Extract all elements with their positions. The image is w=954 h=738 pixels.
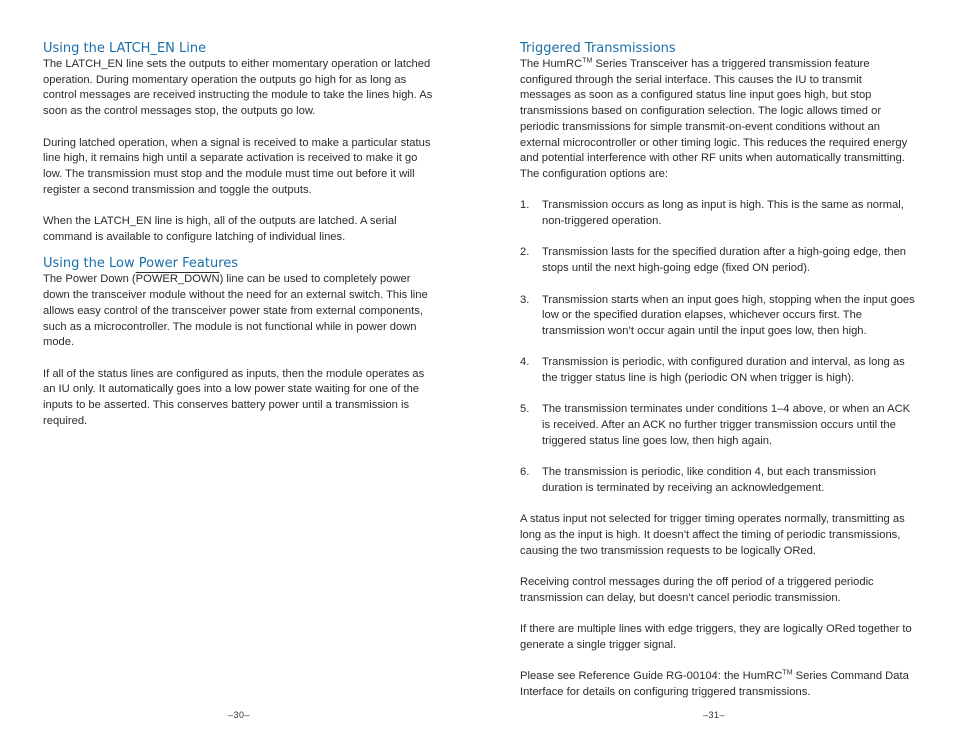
status-input-paragraph: A status input not selected for trigger timing operates normally, transmitting as long as the input is high. It doesn’t affect the timing of periodic transmissions, causing the two transmission requests to be logically ORed. [520, 513, 905, 557]
option-item: 4. Transmission is periodic, with configured duration and interval, as long as the trigger status line is high (periodic ON when trigger is high). [520, 356, 905, 384]
option-item: 5. The transmission terminates under conditions 1–4 above, or when an ACK is received. After an ACK no further trigger transmission occurs until the triggered status line goes low, then high again. [520, 403, 911, 447]
left-page [43, 40, 438, 429]
low-power-paragraph-2: If all of the status lines are configured as inputs, then the module operates as an IU only. It automatically goes into a low power state waiting for one of the inputs to be asserted. This conserves battery power until a transmission is required. [43, 367, 425, 427]
multiple-lines-paragraph: If there are multiple lines with edge triggers, they are logically ORed together to generate a single trigger signal. [520, 623, 912, 651]
option-item: 6. The transmission is periodic, like condition 4, but each transmission duration is terminated by receiving an acknowledgement. [520, 466, 876, 494]
reference-guide-paragraph: Please see Reference Guide RG-00104: the HumRC™ Series Command Data Interface for details on configuring triggered transmissions. [520, 669, 909, 698]
low-power-heading: Using the Low Power Features [43, 256, 239, 272]
trademark-mark: TM [582, 57, 593, 65]
page-number-left: –30– [228, 710, 251, 720]
option-item: 2. Transmission lasts for the specified duration after a high-going edge, then stops until the next high-going edge (fixed ON period). [520, 246, 907, 275]
latch-en-paragraph-2: During latched operation, when a signal is received to make a particular status line high, it remains high until a separate activation is received to make it go low. The transmission must stop and the module must time out before it will register a second transmission and toggle the outputs. [43, 136, 431, 196]
triggered-intro-paragraph: The HumRC™ Series Transceiver has a triggered transmission feature configured through the serial interface. This causes the IU to transmit messages as soon as a configured status line input goes high, but stop transmissions based on configuration selection. The logic allows timed or periodic transmissions for simple transmit-on-event conditions without an external microcontroller or other timing logic. This reduces the required energy and potential interference with other RF units when automatically transmitting. The configuration options are: [520, 57, 908, 180]
option-item: 3. Transmission starts when an input goes high, stopping when the input goes low or the specified duration elapses, whichever occurs first. The transmission won’t occur again until the input goes low, then high. [520, 293, 915, 337]
page-number-right: –31– [703, 710, 726, 720]
trademark-mark: TM [782, 669, 793, 677]
latch-en-paragraph-1: The LATCH_EN line sets the outputs to either momentary operation or latched operation. During momentary operation the outputs go high for as long as control messages are received instructing the module to take the lines high. As soon as the control messages stop, the outputs go low. [43, 58, 433, 118]
power-down-signal: POWER_DOWN [135, 273, 220, 286]
option-item: 1. Transmission occurs as long as input is high. This is the same as normal, non-triggered operation. [520, 199, 904, 228]
latch-en-paragraph-3: When the LATCH_EN line is high, all of the outputs are latched. A serial command is available to configure latching of individual lines. [43, 215, 397, 243]
latch-en-heading: Using the LATCH_EN Line [43, 41, 207, 56]
receiving-control-paragraph: Receiving control messages during the off period of a triggered periodic transmission can delay, but doesn’t cancel periodic transmission. [520, 576, 874, 604]
right-page [520, 40, 915, 701]
low-power-paragraph-1: The Power Down (POWER_DOWN) line can be used to completely power down the transceiver module without the need for an external switch. This line allows easy control of the transceiver power state from external components, such as a microcontroller. The module is not functional while in power down mode. [43, 273, 428, 349]
triggered-transmissions-heading: Triggered Transmissions [520, 41, 676, 56]
